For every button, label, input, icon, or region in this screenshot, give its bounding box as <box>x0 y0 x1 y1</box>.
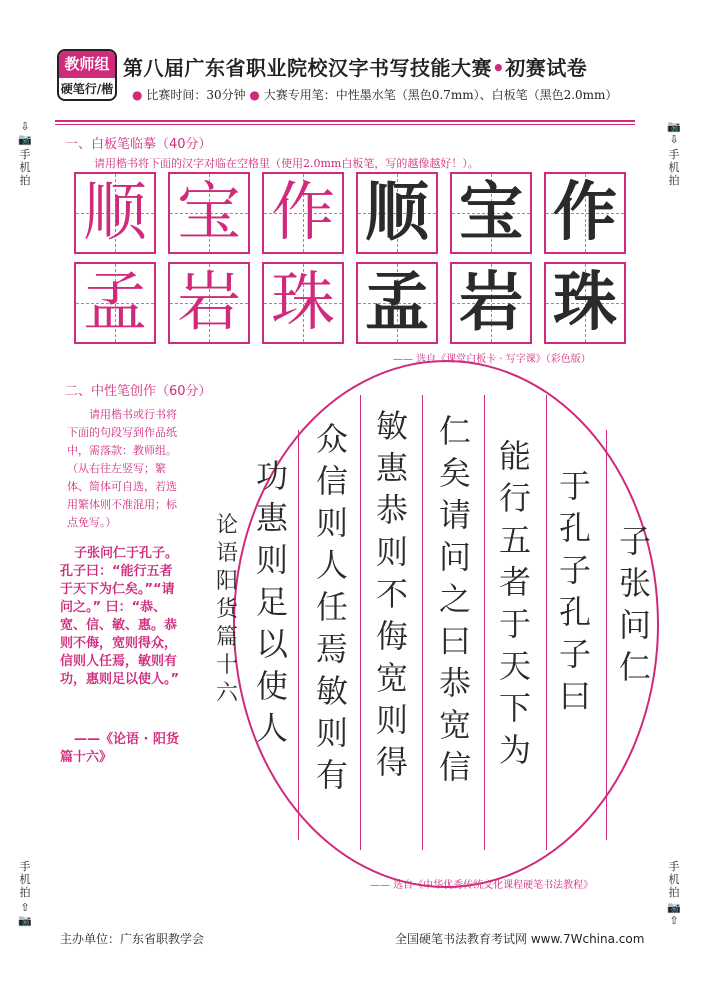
model-character: 岩 <box>177 266 241 340</box>
passage-text: 子张问仁于孔子。孔子曰：“能行五者于天下为仁矣。”“请问之。” 曰：“恭、宽、信、敏、惠。恭则不侮，宽则得众，信则人任焉，敏则有功，惠则足以使人。” <box>60 546 180 687</box>
model-character: 宝 <box>177 176 241 250</box>
artwork-column-4: 仁矣请问之曰恭宽信 <box>438 412 471 786</box>
model-character: 作 <box>271 176 335 250</box>
camera-icon: 📷⇩ <box>667 120 681 146</box>
side-note-label: 手机拍 <box>668 148 680 187</box>
grid-cell-1-6 <box>544 172 626 254</box>
section2-title: 二、中性笔创作（60分） <box>65 384 212 399</box>
side-note-label: 手机拍 <box>668 860 680 899</box>
bullet-icon: ● <box>249 88 260 102</box>
side-note-label: 手机拍 <box>19 860 31 899</box>
website: 全国硬笔书法教育考试网 www.7Wchina.com <box>395 932 645 946</box>
exam-pens: 大赛专用笔：中性墨水笔（黑色0.7mm）、白板笔（黑色2.0mm） <box>263 88 618 102</box>
grid-cell-2-5 <box>450 262 532 344</box>
artwork-column-3: 能行五者于天下为 <box>498 437 531 769</box>
section1-source: —— 选自《课堂白板卡 · 写字课》（彩色版） <box>393 354 591 365</box>
badge-group-label: 教师组 <box>59 51 115 78</box>
artwork-column-7: 功惠则足以使人 <box>255 457 288 747</box>
column-rule <box>606 430 607 840</box>
model-character: 孟 <box>83 266 147 340</box>
title-dot: • <box>492 56 506 80</box>
exam-title-tail: 初赛试卷 <box>505 56 588 80</box>
column-rule <box>298 430 299 840</box>
traced-character: 作 <box>553 175 617 250</box>
artwork-column-1: 子张问仁 <box>618 522 651 686</box>
exam-time: 比赛时间：30分钟 <box>146 88 246 102</box>
column-rule <box>484 395 485 850</box>
traced-character: 宝 <box>459 175 523 250</box>
grid-cell-1-3 <box>262 172 344 254</box>
side-note-label: 手机拍 <box>19 148 31 187</box>
artwork-column-6: 众信则人任焉敏则有 <box>315 420 348 794</box>
section2-instruction: 请用楷书或行书将下面的句段写到作品纸中，需落款：教师组。（从右往左竖写；繁体、简体可自选，若选用繁体则不准混用；标点免写。） <box>67 408 177 529</box>
grid-cell-2-2 <box>168 262 250 344</box>
organizer: 主办单位：广东省职教学会 <box>60 932 205 946</box>
artwork-signature: 论语阳货篇十六 <box>215 513 238 706</box>
section1-instruction: 请用楷书将下面的汉字对临在空格里（使用2.0mm白板笔，写的越像越好！）。 <box>94 157 479 170</box>
model-character: 珠 <box>271 266 335 340</box>
camera-icon: 📷⇧ <box>667 901 681 927</box>
column-rule <box>360 395 361 850</box>
column-rule <box>546 395 547 850</box>
artwork-column-5: 敏惠恭则不侮宽则得 <box>375 407 408 781</box>
grid-cell-1-2 <box>168 172 250 254</box>
column-rule <box>422 395 423 850</box>
artwork-column-2: 于孔子孔子曰 <box>558 467 591 715</box>
traced-character: 珠 <box>553 265 617 340</box>
section1-title: 一、白板笔临摹（40分） <box>65 137 212 152</box>
grid-cell-2-3 <box>262 262 344 344</box>
grid-cell-1-5 <box>450 172 532 254</box>
passage-citation: ——《论语 · 阳货篇十六》 <box>60 732 179 765</box>
grid-cell-2-4 <box>356 262 438 344</box>
model-character: 顺 <box>83 176 147 250</box>
exam-title-main: 第八届广东省职业院校汉字书写技能大赛 <box>123 56 492 80</box>
badge-category-label: 硬笔行/楷 <box>60 82 114 96</box>
bullet-icon: ● <box>132 88 143 102</box>
section2-source: —— 选自《中华优秀传统文化课程硬笔书法教程》 <box>370 880 594 891</box>
arrow-up-icon: ⇧📷 <box>18 901 32 927</box>
grid-cell-2-1 <box>74 262 156 344</box>
grid-cell-1-1 <box>74 172 156 254</box>
arrow-down-icon: ⇩📷 <box>18 120 32 146</box>
traced-character: 孟 <box>365 265 429 340</box>
grid-cell-2-6 <box>544 262 626 344</box>
traced-character: 岩 <box>459 265 523 340</box>
grid-cell-1-4 <box>356 172 438 254</box>
traced-character: 顺 <box>365 175 429 250</box>
